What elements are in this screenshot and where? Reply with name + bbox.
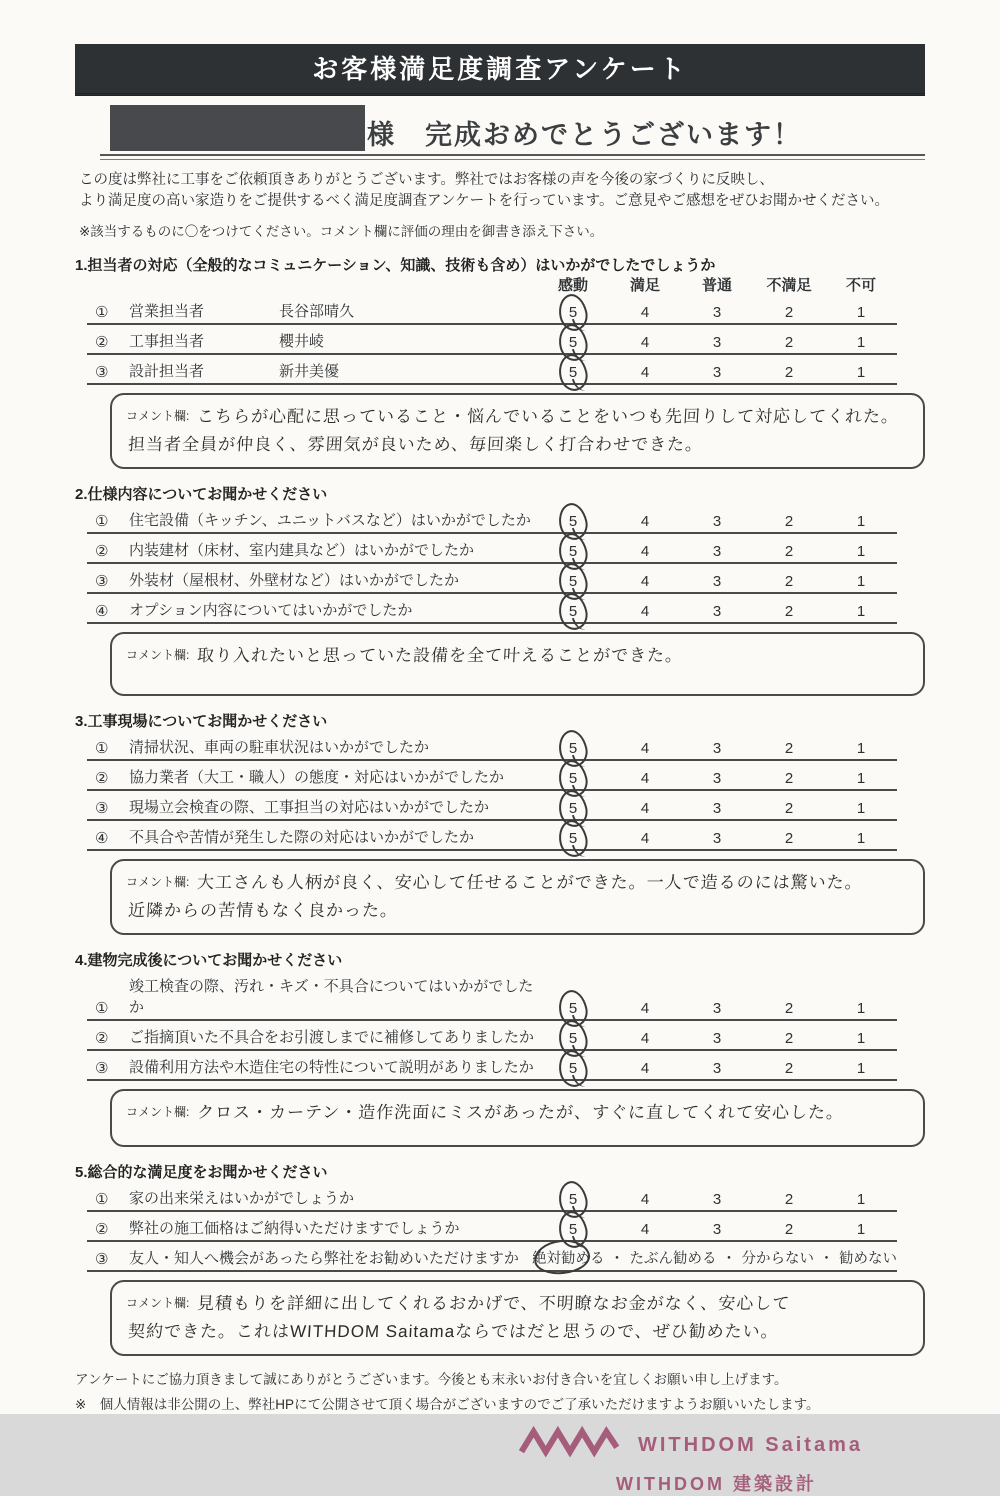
question-number: ③	[95, 800, 109, 818]
rating-option-4[interactable]: 4	[640, 543, 650, 561]
greeting-text: 様 完成おめでとうございます！	[367, 120, 802, 151]
question-label: 現場立会検査の際、工事担当の対応はいかがでしたか	[129, 799, 490, 817]
brand-name-line2: WITHDOM 建築設計	[616, 1474, 817, 1495]
rating-option-2[interactable]: 2	[784, 334, 794, 352]
scale-label-futsuu: 普通	[701, 277, 732, 295]
question-label: 友人・知人へ機会があったら弊社をお勧めいただけますか	[129, 1250, 519, 1268]
rating-option-2[interactable]: 2	[784, 1030, 794, 1048]
question-row	[87, 1212, 897, 1242]
rating-option-1[interactable]: 1	[856, 603, 866, 621]
scale-label-fuka: 不可	[845, 277, 876, 295]
intro-line-1: この度は弊社に工事をご依頼頂きありがとうございます。弊社ではお客様の声を今後の家づくりに反映し、	[79, 172, 774, 188]
rating-option-1[interactable]: 1	[856, 770, 866, 788]
handwritten-comment-line: 契約できた。これはWITHDOM Saitamaならではだと思うので、ぜひ勧めたい。	[127, 1322, 780, 1342]
recommend-row	[87, 1242, 897, 1272]
rating-option-1[interactable]: 1	[856, 364, 866, 382]
handwritten-comment-line: クロス・カーテン・造作洗面にミスがあったが、すぐに直してくれて安心した。	[196, 1103, 845, 1123]
question-row	[87, 1182, 897, 1212]
rating-option-3[interactable]: 3	[712, 573, 722, 591]
rating-option-2[interactable]: 2	[784, 513, 794, 531]
question-row	[87, 594, 897, 624]
question-number: ②	[95, 770, 109, 788]
rating-option-3[interactable]: 3	[712, 800, 722, 818]
section-after-completion	[75, 949, 925, 1147]
question-label: 住宅設備（キッチン、ユニットバスなど）はいかがでしたか	[129, 512, 531, 530]
question-row	[87, 791, 897, 821]
section-construction-site	[75, 710, 925, 935]
rating-option-4[interactable]: 4	[640, 1191, 650, 1209]
rating-option-5-selected[interactable]: 5	[537, 543, 609, 560]
rating-option-5-selected[interactable]: 5	[537, 1030, 609, 1047]
rating-option-2[interactable]: 2	[784, 543, 794, 561]
question-label: 弊社の施工価格はご納得いただけますでしょうか	[129, 1220, 460, 1238]
redacted-customer-name	[110, 105, 365, 151]
rating-option-3[interactable]: 3	[712, 304, 722, 322]
question-number: ①	[95, 1191, 109, 1209]
question-label: 不具合や苦情が発生した際の対応はいかがでしたか	[129, 829, 475, 847]
rating-option-5-selected[interactable]: 5	[537, 1191, 609, 1208]
question-number: ②	[95, 1030, 109, 1048]
question-number: ①	[95, 513, 109, 531]
rating-option-2[interactable]: 2	[784, 364, 794, 382]
rating-option-3[interactable]: 3	[712, 830, 722, 848]
rating-option-1[interactable]: 1	[856, 1000, 866, 1018]
section-heading: 3.工事現場についてお聞かせください	[75, 713, 328, 731]
rating-option-4[interactable]: 4	[640, 513, 650, 531]
rating-option-3[interactable]: 3	[712, 364, 722, 382]
rating-option-1[interactable]: 1	[856, 304, 866, 322]
rating-option-4[interactable]: 4	[640, 1060, 650, 1078]
comment-box[interactable]	[110, 1280, 925, 1356]
staff-name: 新井美優	[279, 363, 340, 381]
intro-line-2: より満足度の高い家造りをご提供するべく満足度調査アンケートを行っています。ご意見やご感想をぜひお聞かせください。	[79, 193, 889, 210]
rating-option-1[interactable]: 1	[856, 334, 866, 352]
recommend-option-selected[interactable]: 絶対勧める	[532, 1247, 605, 1268]
rating-option-5-selected[interactable]: 5	[537, 1000, 609, 1017]
question-number: ②	[95, 334, 109, 352]
question-row	[87, 504, 897, 534]
question-label: 営業担当者	[129, 303, 205, 321]
question-number: ④	[95, 603, 109, 621]
question-row	[87, 1021, 897, 1051]
question-row	[87, 355, 897, 385]
recommend-option[interactable]: 勧めない	[839, 1251, 897, 1268]
recommend-options	[532, 1247, 897, 1268]
recommend-option[interactable]: 分からない	[741, 1251, 814, 1268]
rating-option-1[interactable]: 1	[856, 513, 866, 531]
question-label: 家の出来栄えはいかがでしょうか	[129, 1190, 355, 1208]
handwritten-comment-line: 見積もりを詳細に出してくれるおかげで、不明瞭なお金がなく、安心して	[196, 1294, 792, 1314]
footer-thanks: アンケートにご協力頂きまして誠にありがとうございます。今後とも末永いお付き合いを宜しくお願い申し上げます。	[75, 1372, 788, 1388]
section-overall-satisfaction	[75, 1161, 925, 1356]
question-number: ④	[95, 830, 109, 848]
rating-option-3[interactable]: 3	[712, 770, 722, 788]
rating-option-5-selected[interactable]: 5	[537, 573, 609, 590]
scale-label-manzoku: 満足	[629, 277, 660, 295]
rating-option-3[interactable]: 3	[712, 513, 722, 531]
scale-label-kando: 感動	[557, 277, 588, 295]
rating-option-4[interactable]: 4	[640, 1000, 650, 1018]
rating-option-5-selected[interactable]: 5	[537, 304, 609, 321]
recommend-option[interactable]: たぶん勧める	[629, 1251, 717, 1268]
rating-option-2[interactable]: 2	[784, 603, 794, 621]
question-row	[87, 970, 897, 1021]
question-number: ①	[95, 1000, 109, 1018]
scale-label-fumanzoku: 不満足	[766, 277, 812, 295]
rating-option-4[interactable]: 4	[640, 304, 650, 322]
rating-option-2[interactable]: 2	[784, 304, 794, 322]
question-label: オプション内容についてはいかがでしたか	[129, 602, 413, 620]
rating-option-1[interactable]: 1	[856, 1191, 866, 1209]
comment-label: コメント欄:	[126, 409, 190, 424]
staff-name: 櫻井崚	[279, 333, 325, 351]
comment-label: コメント欄:	[126, 648, 190, 663]
question-number: ①	[95, 740, 109, 758]
section-heading: 2.仕様内容についてお聞かせください	[75, 486, 328, 504]
document-title-bar	[75, 44, 925, 96]
question-label: 竣工検査の際、汚れ・キズ・不具合についてはいかがでしたか	[129, 978, 534, 1017]
rating-scale-header	[87, 275, 897, 295]
rating-option-1[interactable]: 1	[856, 800, 866, 818]
rating-option-4[interactable]: 4	[640, 334, 650, 352]
question-label: 設計担当者	[129, 363, 205, 381]
handwritten-comment-line: 大工さんも人柄が良く、安心して任せることができた。一人で造るのには驚いた。	[196, 873, 864, 893]
rating-option-5-selected[interactable]: 5	[537, 334, 609, 351]
rating-option-2[interactable]: 2	[784, 1221, 794, 1239]
comment-label: コメント欄:	[126, 875, 190, 890]
rating-option-5-selected[interactable]: 5	[537, 1221, 609, 1238]
section-heading: 5.総合的な満足度をお聞かせください	[75, 1164, 328, 1182]
greeting-row	[110, 105, 925, 151]
question-row	[87, 564, 897, 594]
question-number: ②	[95, 543, 109, 561]
question-row	[87, 534, 897, 564]
section-specifications	[75, 483, 925, 696]
question-row	[87, 325, 897, 355]
rating-option-2[interactable]: 2	[784, 1060, 794, 1078]
question-number: ③	[95, 364, 109, 382]
comment-box[interactable]	[110, 859, 925, 935]
question-number: ①	[95, 304, 109, 322]
handwritten-comment-line: こちらが心配に思っていること・悩んでいることをいつも先回りして対応してくれた。	[196, 407, 900, 427]
rating-option-3[interactable]: 3	[712, 603, 722, 621]
rating-option-2[interactable]: 2	[784, 800, 794, 818]
rating-option-3[interactable]: 3	[712, 334, 722, 352]
rating-option-4[interactable]: 4	[640, 800, 650, 818]
question-row	[87, 1051, 897, 1081]
comment-label: コメント欄:	[126, 1105, 190, 1120]
rating-option-5-selected[interactable]: 5	[537, 364, 609, 381]
handwritten-comment-line: 近隣からの苦情もなく良かった。	[127, 901, 399, 921]
comment-box[interactable]	[110, 393, 925, 469]
rating-option-2[interactable]: 2	[784, 573, 794, 591]
rating-option-4[interactable]: 4	[640, 573, 650, 591]
rating-option-3[interactable]: 3	[712, 1030, 722, 1048]
rating-option-5-selected[interactable]: 5	[537, 800, 609, 817]
question-label: 協力業者（大工・職人）の態度・対応はいかがでしたか	[129, 769, 505, 787]
option-separator: ・	[609, 1251, 625, 1268]
question-number: ③	[95, 573, 109, 591]
rating-option-4[interactable]: 4	[640, 603, 650, 621]
comment-box[interactable]	[110, 632, 925, 696]
question-row	[87, 761, 897, 791]
question-label: 内装建材（床材、室内建具など）はいかがでしたか	[129, 542, 475, 560]
brand-name-line1: WITHDOM Saitama	[637, 1434, 863, 1457]
rating-option-5-selected[interactable]: 5	[537, 770, 609, 787]
section-heading: 1.担当者の対応（全般的なコミュニケーション、知識、技術も含め）はいかがでしたでしょうか	[75, 257, 716, 275]
rating-option-5-selected[interactable]: 5	[537, 1060, 609, 1077]
rating-option-1[interactable]: 1	[856, 1221, 866, 1239]
question-number: ③	[95, 1060, 109, 1078]
company-branding	[75, 1425, 925, 1496]
rating-option-1[interactable]: 1	[856, 1060, 866, 1078]
question-row	[87, 821, 897, 851]
rating-option-5-selected[interactable]: 5	[537, 603, 609, 620]
handwritten-comment-line: 取り入れたいと思っていた設備を全て叶えることができた。	[196, 646, 684, 666]
rating-option-1[interactable]: 1	[856, 740, 866, 758]
rating-option-1[interactable]: 1	[856, 573, 866, 591]
handwritten-comment-line: 担当者全員が仲良く、雰囲気が良いため、毎回楽しく打合わせできた。	[127, 435, 704, 455]
rating-option-5-selected[interactable]: 5	[537, 740, 609, 757]
rating-option-2[interactable]: 2	[784, 740, 794, 758]
section-staff-response	[75, 254, 925, 469]
comment-label: コメント欄:	[126, 1296, 190, 1311]
question-row	[87, 731, 897, 761]
question-label: ご指摘頂いた不具合をお引渡しまでに補修してありましたか	[129, 1029, 535, 1047]
question-row	[87, 295, 897, 325]
rating-option-3[interactable]: 3	[712, 740, 722, 758]
rating-option-2[interactable]: 2	[784, 830, 794, 848]
instruction-note: ※該当するものに〇をつけてください。コメント欄に評価の理由を御書き添え下さい。	[79, 224, 604, 240]
option-separator: ・	[721, 1251, 737, 1268]
question-label: 工事担当者	[129, 333, 205, 351]
rating-option-3[interactable]: 3	[712, 1191, 722, 1209]
rating-option-4[interactable]: 4	[640, 1221, 650, 1239]
rating-option-4[interactable]: 4	[640, 364, 650, 382]
intro-paragraph	[79, 170, 925, 212]
document-title: お客様満足度調査アンケート	[312, 54, 688, 84]
rating-option-1[interactable]: 1	[856, 830, 866, 848]
rating-option-3[interactable]: 3	[712, 1060, 722, 1078]
rating-option-3[interactable]: 3	[712, 543, 722, 561]
question-label: 清掃状況、車両の駐車状況はいかがでしたか	[129, 739, 430, 757]
rating-option-5-selected[interactable]: 5	[537, 830, 609, 847]
rating-option-2[interactable]: 2	[784, 1191, 794, 1209]
section-heading: 4.建物完成後についてお聞かせください	[75, 952, 343, 970]
question-number: ③	[95, 1251, 109, 1269]
comment-box[interactable]	[110, 1089, 925, 1147]
rating-option-2[interactable]: 2	[784, 770, 794, 788]
question-label: 外装材（屋根材、外壁材など）はいかがでしたか	[129, 572, 460, 590]
question-number: ②	[95, 1221, 109, 1239]
rating-option-4[interactable]: 4	[640, 770, 650, 788]
rating-option-4[interactable]: 4	[640, 740, 650, 758]
double-rule	[100, 154, 925, 160]
rating-option-3[interactable]: 3	[712, 1221, 722, 1239]
rating-option-4[interactable]: 4	[640, 830, 650, 848]
rating-option-1[interactable]: 1	[856, 1030, 866, 1048]
rating-option-5-selected[interactable]: 5	[537, 513, 609, 530]
rating-option-4[interactable]: 4	[640, 1030, 650, 1048]
staff-name: 長谷部晴久	[279, 303, 355, 321]
footer-privacy-note: ※ 個人情報は非公開の上、弊社HPにて公開させて頂く場合がございますのでご了承いただけますようお願いいたします。	[75, 1397, 820, 1413]
rating-option-2[interactable]: 2	[784, 1000, 794, 1018]
question-label: 設備利用方法や木造住宅の特性について説明がありましたか	[129, 1059, 534, 1077]
option-separator: ・	[819, 1251, 834, 1268]
rating-option-3[interactable]: 3	[712, 1000, 722, 1018]
rating-option-1[interactable]: 1	[856, 543, 866, 561]
withdom-logo-mark	[518, 1425, 622, 1466]
